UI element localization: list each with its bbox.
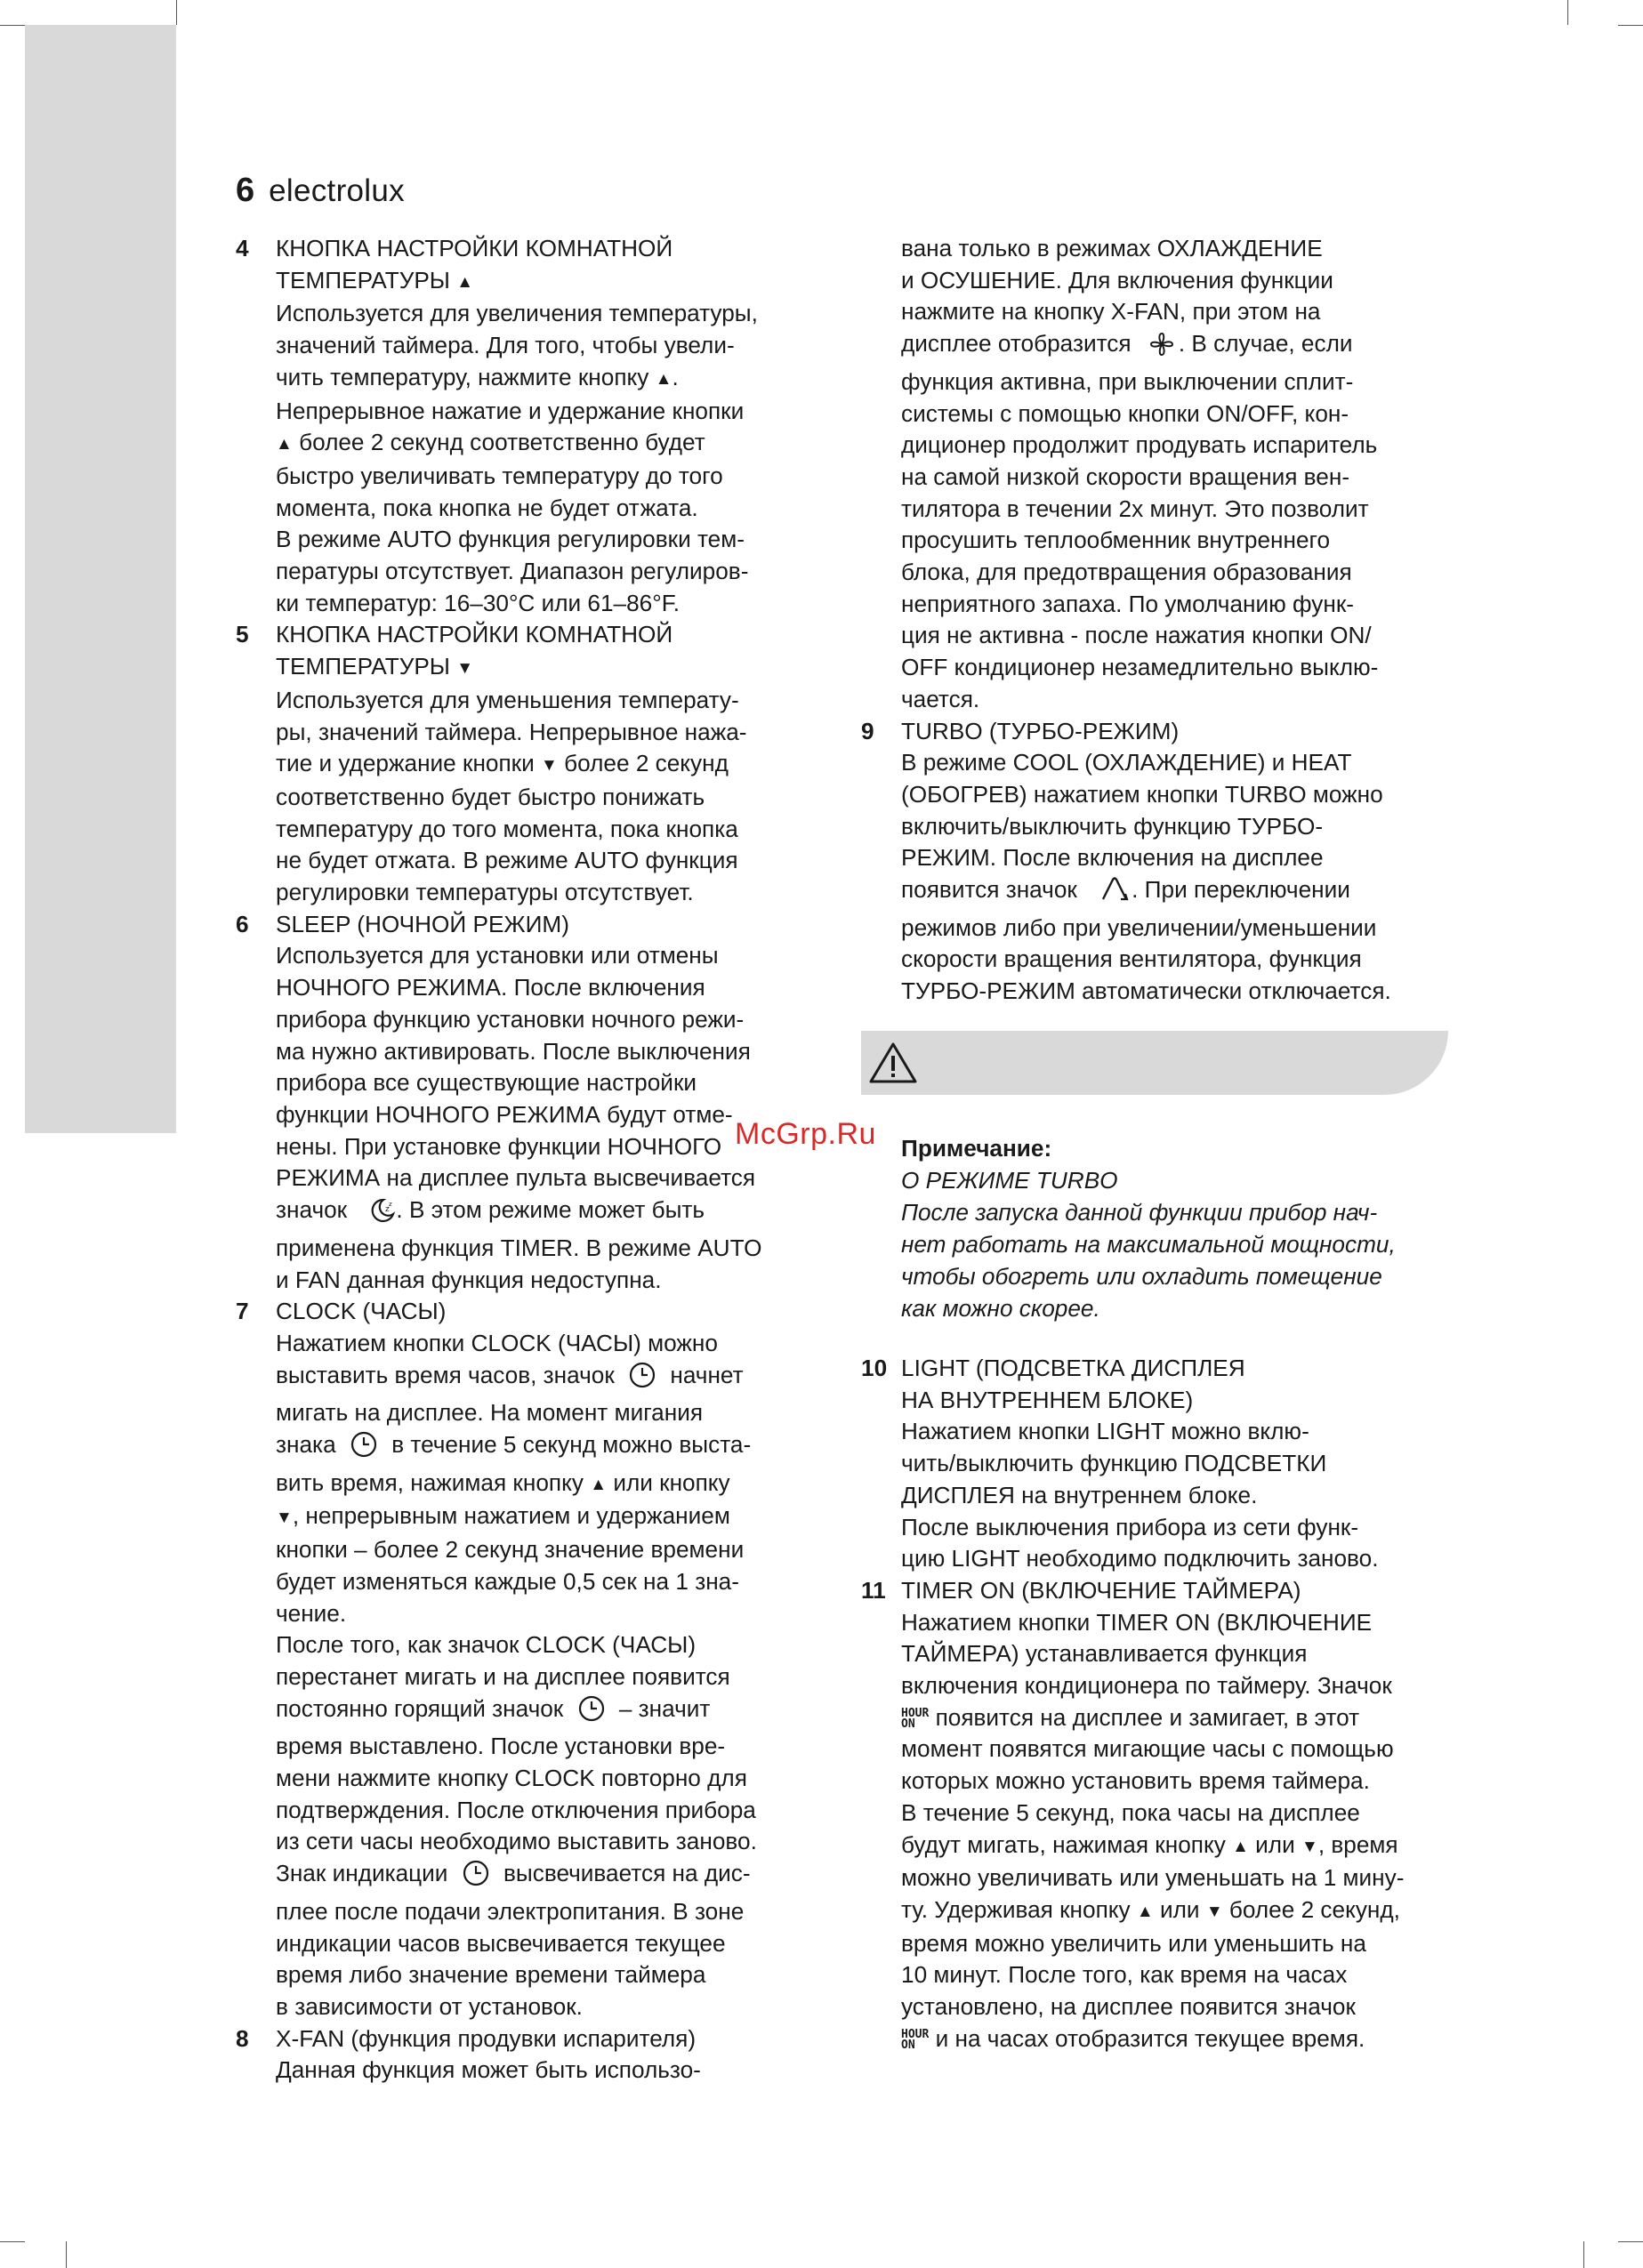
text-line: цию LIGHT необходимо подключить заново.	[901, 1545, 1379, 1572]
text-line: диционер продолжит продувать испаритель	[901, 431, 1378, 459]
crop-mark	[1618, 25, 1643, 26]
item-title: КНОПКА НАСТРОЙКИ КОМНАТНОЙ	[276, 235, 673, 261]
crop-mark	[176, 0, 177, 25]
text-line: более 2 секунд соответственно будет	[299, 429, 705, 456]
item-title: CLOCK (ЧАСЫ)	[276, 1298, 447, 1325]
text-line: постоянно горящий значок	[276, 1694, 564, 1722]
fan-icon	[1148, 331, 1175, 366]
down-arrow-icon: ▼	[1301, 1837, 1318, 1856]
item-9	[861, 716, 1455, 1008]
text-line: просушить теплообменник внутреннего	[901, 527, 1331, 554]
note-line: О РЕЖИМЕ TURBO	[901, 1167, 1118, 1194]
text-line: более 2 секунд	[564, 750, 729, 777]
text-line: высвечивается на дис-	[503, 1860, 751, 1887]
crop-mark	[0, 25, 25, 26]
right-column-bottom	[861, 1353, 1455, 2055]
text-line: ТУРБО-РЕЖИМ автоматически отключается.	[901, 977, 1391, 1005]
item-10	[861, 1353, 1455, 1575]
text-line: выставить время часов, значок	[276, 1361, 615, 1388]
down-arrow-icon: ▼	[541, 756, 558, 776]
text-line: . В случае, если	[1178, 330, 1353, 358]
text-line: OFF кондиционер незамедлительно выклю-	[901, 654, 1379, 681]
text-line: соответственно будет быстро понижать	[276, 783, 705, 810]
text-line: ки температур: 16–30°C или 61–86°F.	[276, 589, 681, 616]
note-line: После запуска данной функции прибор нач-	[901, 1199, 1378, 1226]
text-line: быстро увеличивать температуру до того	[276, 462, 723, 489]
up-arrow-icon: ▲	[590, 1475, 608, 1494]
text-line: ма нужно активировать. После выключения	[276, 1037, 751, 1065]
text-line: Нажатием кнопки CLOCK (ЧАСЫ) можно	[276, 1329, 718, 1356]
text-line: – значит	[618, 1694, 711, 1722]
text-line: более 2 секунд,	[1228, 1895, 1400, 1923]
note-block	[901, 1132, 1453, 1324]
text-line: чается.	[901, 685, 980, 712]
item-title: SLEEP (НОЧНОЙ РЕЖИМ)	[276, 910, 569, 937]
up-arrow-icon: ▲	[276, 435, 293, 454]
text-line: температуру до того момента, пока кнопка	[276, 815, 738, 842]
up-arrow-icon: ▲	[1232, 1837, 1249, 1856]
text-line: включения кондиционера по таймеру. Значок	[901, 1672, 1392, 1700]
clock-icon	[462, 1859, 490, 1896]
text-line: Используется для уменьшения температу-	[276, 686, 739, 713]
text-line: В течение 5 секунд, пока часы на дисплее	[901, 1798, 1360, 1826]
text-line: дисплее отобразится	[901, 330, 1132, 358]
moon-icon	[369, 1197, 396, 1233]
item-11	[861, 1575, 1455, 2055]
text-line: неприятного запаха. По умолчанию функ-	[901, 590, 1355, 617]
text-line: . При переключении	[1132, 876, 1350, 904]
text-line: перестанет мигать и на дисплее появится	[276, 1662, 730, 1690]
text-line: мигать на дисплее. На момент мигания	[276, 1399, 704, 1427]
down-arrow-icon: ▼	[276, 1508, 293, 1528]
svg-text:z: z	[389, 1201, 393, 1209]
text-line: В режиме AUTO функция регулировки тем-	[276, 526, 745, 553]
item-number: 5	[236, 621, 249, 648]
text-line: время можно увеличить или уменьшить на	[901, 1929, 1366, 1957]
text-line: кнопки – более 2 секунд значение времени	[276, 1536, 745, 1564]
text-line: (ОБОГРЕВ) нажатием кнопки TURBO можно	[901, 780, 1383, 808]
item-number: 7	[236, 1298, 249, 1325]
item-5	[236, 619, 832, 908]
text-line: нены. При установке функции НОЧНОГО	[276, 1132, 722, 1160]
text-line: будут мигать, нажимая кнопку	[901, 1830, 1226, 1858]
text-line: тие и удержание кнопки	[276, 750, 535, 777]
up-arrow-icon: ▲	[655, 369, 673, 389]
item-8	[236, 2023, 832, 2087]
text-line: начнет	[670, 1361, 744, 1388]
svg-text:z: z	[385, 1205, 391, 1215]
item-8-continued	[861, 233, 1455, 716]
crop-mark	[66, 2241, 67, 2268]
text-line: мени нажмите кнопку CLOCK повторно для	[276, 1765, 747, 1792]
text-line: Используется для увеличения температуры,	[276, 300, 758, 327]
item-number: 11	[861, 1576, 886, 1604]
note-line: как можно скорее.	[901, 1295, 1100, 1322]
clock-icon	[628, 1361, 656, 1398]
text-line: или кнопку	[613, 1468, 730, 1496]
text-line: , время	[1317, 1830, 1398, 1858]
turbo-icon	[1099, 875, 1130, 913]
text-line: Непрерывное нажатие и удержание кнопки	[276, 397, 745, 424]
item-title: ТЕМПЕРАТУРЫ	[276, 266, 450, 294]
text-line: Данная функция может быть использо-	[276, 2056, 701, 2084]
note-line: нет работать на максимальной мощности,	[901, 1231, 1396, 1258]
crop-mark	[1618, 2241, 1643, 2242]
item-7	[236, 1296, 832, 2023]
text-line: пературы отсутствует. Диапазон регулиров-	[276, 558, 749, 585]
text-line: и ОСУШЕНИЕ. Для включения функции	[901, 266, 1333, 294]
text-line: чить температуру, нажмите кнопку	[276, 363, 649, 390]
right-column-top	[861, 233, 1455, 1008]
text-line: ры, значений таймера. Непрерывное нажа-	[276, 718, 747, 745]
text-line: тилятора в течении 2х минут. Это позволит	[901, 495, 1369, 522]
text-line: Нажатием кнопки TIMER ON (ВКЛЮЧЕНИЕ	[901, 1608, 1373, 1636]
text-line: вить время, нажимая кнопку	[276, 1468, 584, 1496]
text-line: индикации часов высвечивается текущее	[276, 1929, 726, 1957]
text-line: плее после подачи электропитания. В зоне	[276, 1897, 745, 1925]
text-line: подтверждения. После отключения прибора	[276, 1796, 756, 1823]
item-title: КНОПКА НАСТРОЙКИ КОМНАТНОЙ	[276, 621, 673, 648]
up-arrow-icon: ▲	[456, 272, 474, 292]
brand-name: electrolux	[269, 173, 405, 208]
text-line: появится значок	[901, 876, 1077, 904]
text-line: из сети часы необходимо выставить заново.	[276, 1828, 757, 1855]
left-column	[236, 233, 832, 2087]
up-arrow-icon: ▲	[1136, 1902, 1154, 1921]
item-title: TURBO (ТУРБО-РЕЖИМ)	[901, 717, 1180, 744]
text-line: В режиме COOL (ОХЛАЖДЕНИЕ) и HEAT	[901, 749, 1352, 776]
text-line: значок	[276, 1196, 348, 1224]
text-line: прибора все существующие настройки	[276, 1069, 697, 1097]
page-number: 6	[236, 172, 255, 209]
text-line: скорости вращения вентилятора, функция	[901, 945, 1362, 973]
item-title: TIMER ON (ВКЛЮЧЕНИЕ ТАЙМЕРА)	[901, 1576, 1301, 1604]
text-line: в течение 5 секунд можно выста-	[391, 1431, 752, 1459]
text-line: режимов либо при увеличении/уменьшении	[901, 913, 1377, 941]
text-line: блока, для предотвращения образования	[901, 559, 1352, 586]
side-tab	[25, 25, 176, 1133]
text-line: чение.	[276, 1599, 347, 1627]
item-number: 4	[236, 235, 249, 261]
text-line: не будет отжата. В режиме AUTO функция	[276, 847, 738, 874]
text-line: прибора функцию установки ночного режи-	[276, 1005, 745, 1033]
crop-mark	[1583, 2241, 1584, 2268]
text-line: которых можно установить время таймера.	[901, 1767, 1370, 1795]
warning-icon	[866, 1040, 920, 1090]
text-line: Знак индикации	[276, 1860, 448, 1887]
note-title: Примечание:	[901, 1135, 1052, 1162]
text-line: или	[1159, 1895, 1200, 1923]
note-line: чтобы обогреть или охладить помещение	[901, 1263, 1382, 1290]
text-line: нажмите на кнопку X-FAN, при этом на	[901, 298, 1321, 326]
text-line: 10 минут. После того, как время на часах	[901, 1961, 1348, 1989]
text-line: момента, пока кнопка не будет отжата.	[276, 494, 698, 521]
text-line: в зависимости от установок.	[276, 1992, 583, 2020]
text-line: Используется для установки или отмены	[276, 942, 719, 969]
text-line: применена функция TIMER. В режиме AUTO	[276, 1234, 762, 1261]
text-line: , непрерывным нажатием и удержанием	[292, 1502, 730, 1530]
text-line: или	[1255, 1830, 1295, 1858]
watermark: McGrp.Ru	[735, 1117, 876, 1151]
text-line: на самой низкой скорости вращения вен-	[901, 462, 1350, 490]
text-line: включить/выключить функцию ТУРБО-	[901, 812, 1324, 840]
text-line: время либо значение времени таймера	[276, 1961, 706, 1989]
text-line: НОЧНОГО РЕЖИМА. После включения	[276, 974, 705, 1001]
item-title: LIGHT (ПОДСВЕТКА ДИСПЛЕЯ	[901, 1355, 1245, 1381]
text-line: появится на дисплее и замигает, в этот	[935, 1703, 1360, 1731]
item-title: ТЕМПЕРАТУРЫ	[276, 653, 450, 680]
text-line: После выключения прибора из сети функ-	[901, 1513, 1359, 1540]
text-line: РЕЖИМ. После включения на дисплее	[901, 844, 1324, 872]
hour-on-icon: HOUR ON	[901, 1706, 930, 1731]
text-line: . В этом режиме может быть	[396, 1196, 705, 1224]
text-line: значений таймера. Для того, чтобы увели-	[276, 332, 735, 359]
text-line: можно увеличивать или уменьшать на 1 мину-	[901, 1864, 1405, 1892]
text-line: знака	[276, 1431, 336, 1459]
clock-icon	[577, 1694, 606, 1732]
item-number: 8	[236, 2024, 249, 2052]
text-line: и FAN данная функция недоступна.	[276, 1266, 662, 1293]
item-number: 6	[236, 910, 249, 937]
item-4: 4 КНОПКА НАСТРОЙКИ КОМНАТНОЙ ТЕМПЕРАТУРЫ ▲ Используется для увеличения температуры, значений таймера. Для того, чтобы увели- чить температуру, нажмите кнопку ▲. Непрерывное нажатие и удержание кнопки ▲ более 2 секунд соответственно будет быстро увеличивать температуру до того момента, пока кнопка не будет отжата. В режиме AUTO функция регулировки тем- пературы отсутствует. Диапазон регулиров- ки температур: 16–30°C или 61–86°F.	[236, 233, 832, 619]
text-line: вана только в режимах ОХЛАЖДЕНИЕ	[901, 235, 1323, 261]
item-6	[236, 909, 832, 1296]
text-line: будет изменяться каждые 0,5 сек на 1 зна-	[276, 1567, 739, 1595]
text-line: и на часах отобразится текущее время.	[935, 2024, 1365, 2052]
down-arrow-icon: ▼	[1205, 1902, 1223, 1921]
item-title: НА ВНУТРЕННЕМ БЛОКЕ)	[901, 1386, 1194, 1413]
item-title: X-FAN (функция продувки испарителя)	[276, 2024, 697, 2052]
text-line: ТАЙМЕРА) устанавливается функция	[901, 1640, 1308, 1668]
crop-mark	[0, 2241, 25, 2242]
text-line: ДИСПЛЕЯ на внутреннем блоке.	[901, 1481, 1258, 1508]
item-number: 10	[861, 1355, 888, 1381]
text-line: время выставлено. После установки вре-	[276, 1733, 726, 1760]
text-line: функции НОЧНОГО РЕЖИМА будут отме-	[276, 1100, 733, 1128]
hour-on-icon: HOUR ON	[901, 2027, 930, 2052]
text-line: ция не активна - после нажатия кнопки ON/	[901, 622, 1372, 649]
text-line: системы с помощью кнопки ON/OFF, кон-	[901, 399, 1349, 427]
down-arrow-icon: ▼	[456, 659, 474, 679]
text-line: регулировки температуры отсутствует.	[276, 879, 694, 906]
text-line: момент появятся мигающие часы с помощью	[901, 1735, 1394, 1763]
text-line: Нажатием кнопки LIGHT можно вклю-	[901, 1418, 1309, 1445]
text-line: РЕЖИМА на дисплее пульта высвечивается	[276, 1164, 756, 1192]
warning-bar	[861, 1031, 1448, 1095]
text-line: чить/выключить функцию ПОДСВЕТКИ	[901, 1450, 1327, 1477]
crop-mark	[1567, 0, 1568, 25]
text-line: ту. Удерживая кнопку	[901, 1895, 1131, 1923]
text-line: установлено, на дисплее появится значок	[901, 1993, 1356, 2021]
clock-icon	[350, 1430, 378, 1468]
text-line: функция активна, при выключении сплит-	[901, 367, 1354, 395]
text-line: После того, как значок CLOCK (ЧАСЫ)	[276, 1631, 697, 1659]
item-number: 9	[861, 717, 874, 744]
page-header	[236, 172, 405, 210]
